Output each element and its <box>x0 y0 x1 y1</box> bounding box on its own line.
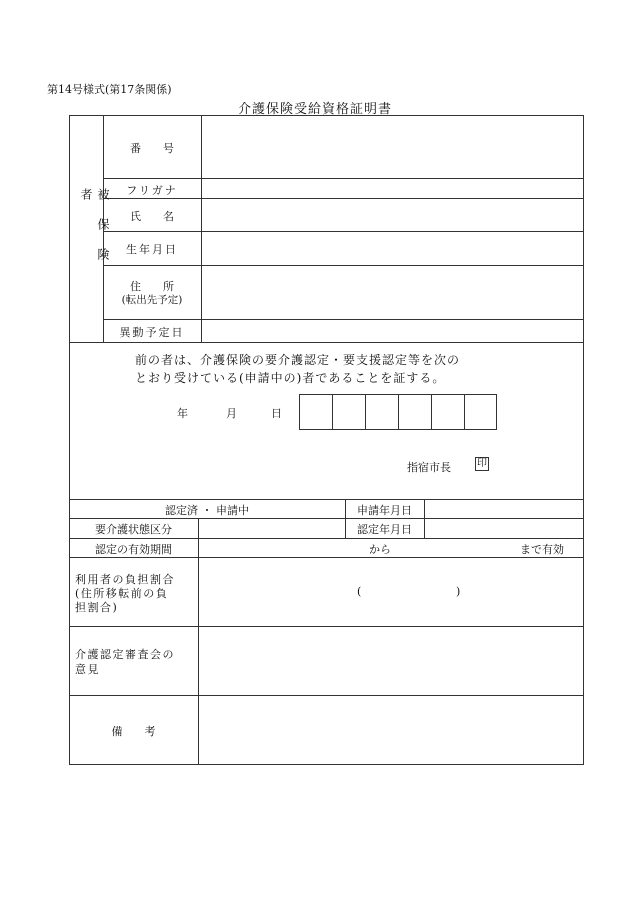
certification-text-line1: 前の者は、介護保険の要介護認定・要支援認定等を次の <box>135 353 461 367</box>
seal-mark: 印 <box>477 458 487 469</box>
certification-text-line2: とおり受けている(申請中の)者であることを証する。 <box>135 371 446 385</box>
committee-opinion-line1: 介護認定審査会の <box>75 648 175 661</box>
furigana-label: フリガナ <box>126 184 178 197</box>
status-options: 認定済 ・ 申請中 <box>165 504 249 517</box>
committee-opinion-line2: 意見 <box>75 663 100 676</box>
date-year-label: 年 <box>177 407 188 420</box>
number-label: 番 号 <box>130 142 174 155</box>
application-date-label: 申請年月日 <box>357 504 412 517</box>
form-number: 第14号様式(第17条関係) <box>47 83 172 96</box>
certification-date-label: 認定年月日 <box>357 523 412 536</box>
burden-ratio-line3: 担割合) <box>75 601 119 614</box>
validity-period-label: 認定の有効期間 <box>95 543 172 556</box>
burden-paren-close: ) <box>456 585 461 598</box>
page-title: 介護保険受給資格証明書 <box>237 102 392 117</box>
burden-ratio-line2: (住所移転前の負 <box>75 587 169 600</box>
change-date-label: 異動予定日 <box>119 326 185 339</box>
care-level-label: 要介護状態区分 <box>95 523 172 536</box>
address-sublabel: (転出先予定) <box>121 294 183 306</box>
remarks-label: 備 考 <box>111 725 156 738</box>
issuer-label: 指宿市長 <box>407 461 451 474</box>
burden-paren-open: ( <box>357 585 362 598</box>
insured-section-label: 被保険者 <box>79 188 110 278</box>
date-day-label: 日 <box>271 407 282 420</box>
validity-from: から <box>369 543 391 556</box>
birthdate-label: 生年月日 <box>126 243 178 256</box>
date-month-label: 月 <box>226 407 237 420</box>
name-label: 氏 名 <box>130 210 174 223</box>
burden-ratio-line1: 利用者の負担割合 <box>75 573 175 586</box>
validity-until: まで有効 <box>520 543 564 556</box>
address-label: 住 所 <box>130 280 174 293</box>
